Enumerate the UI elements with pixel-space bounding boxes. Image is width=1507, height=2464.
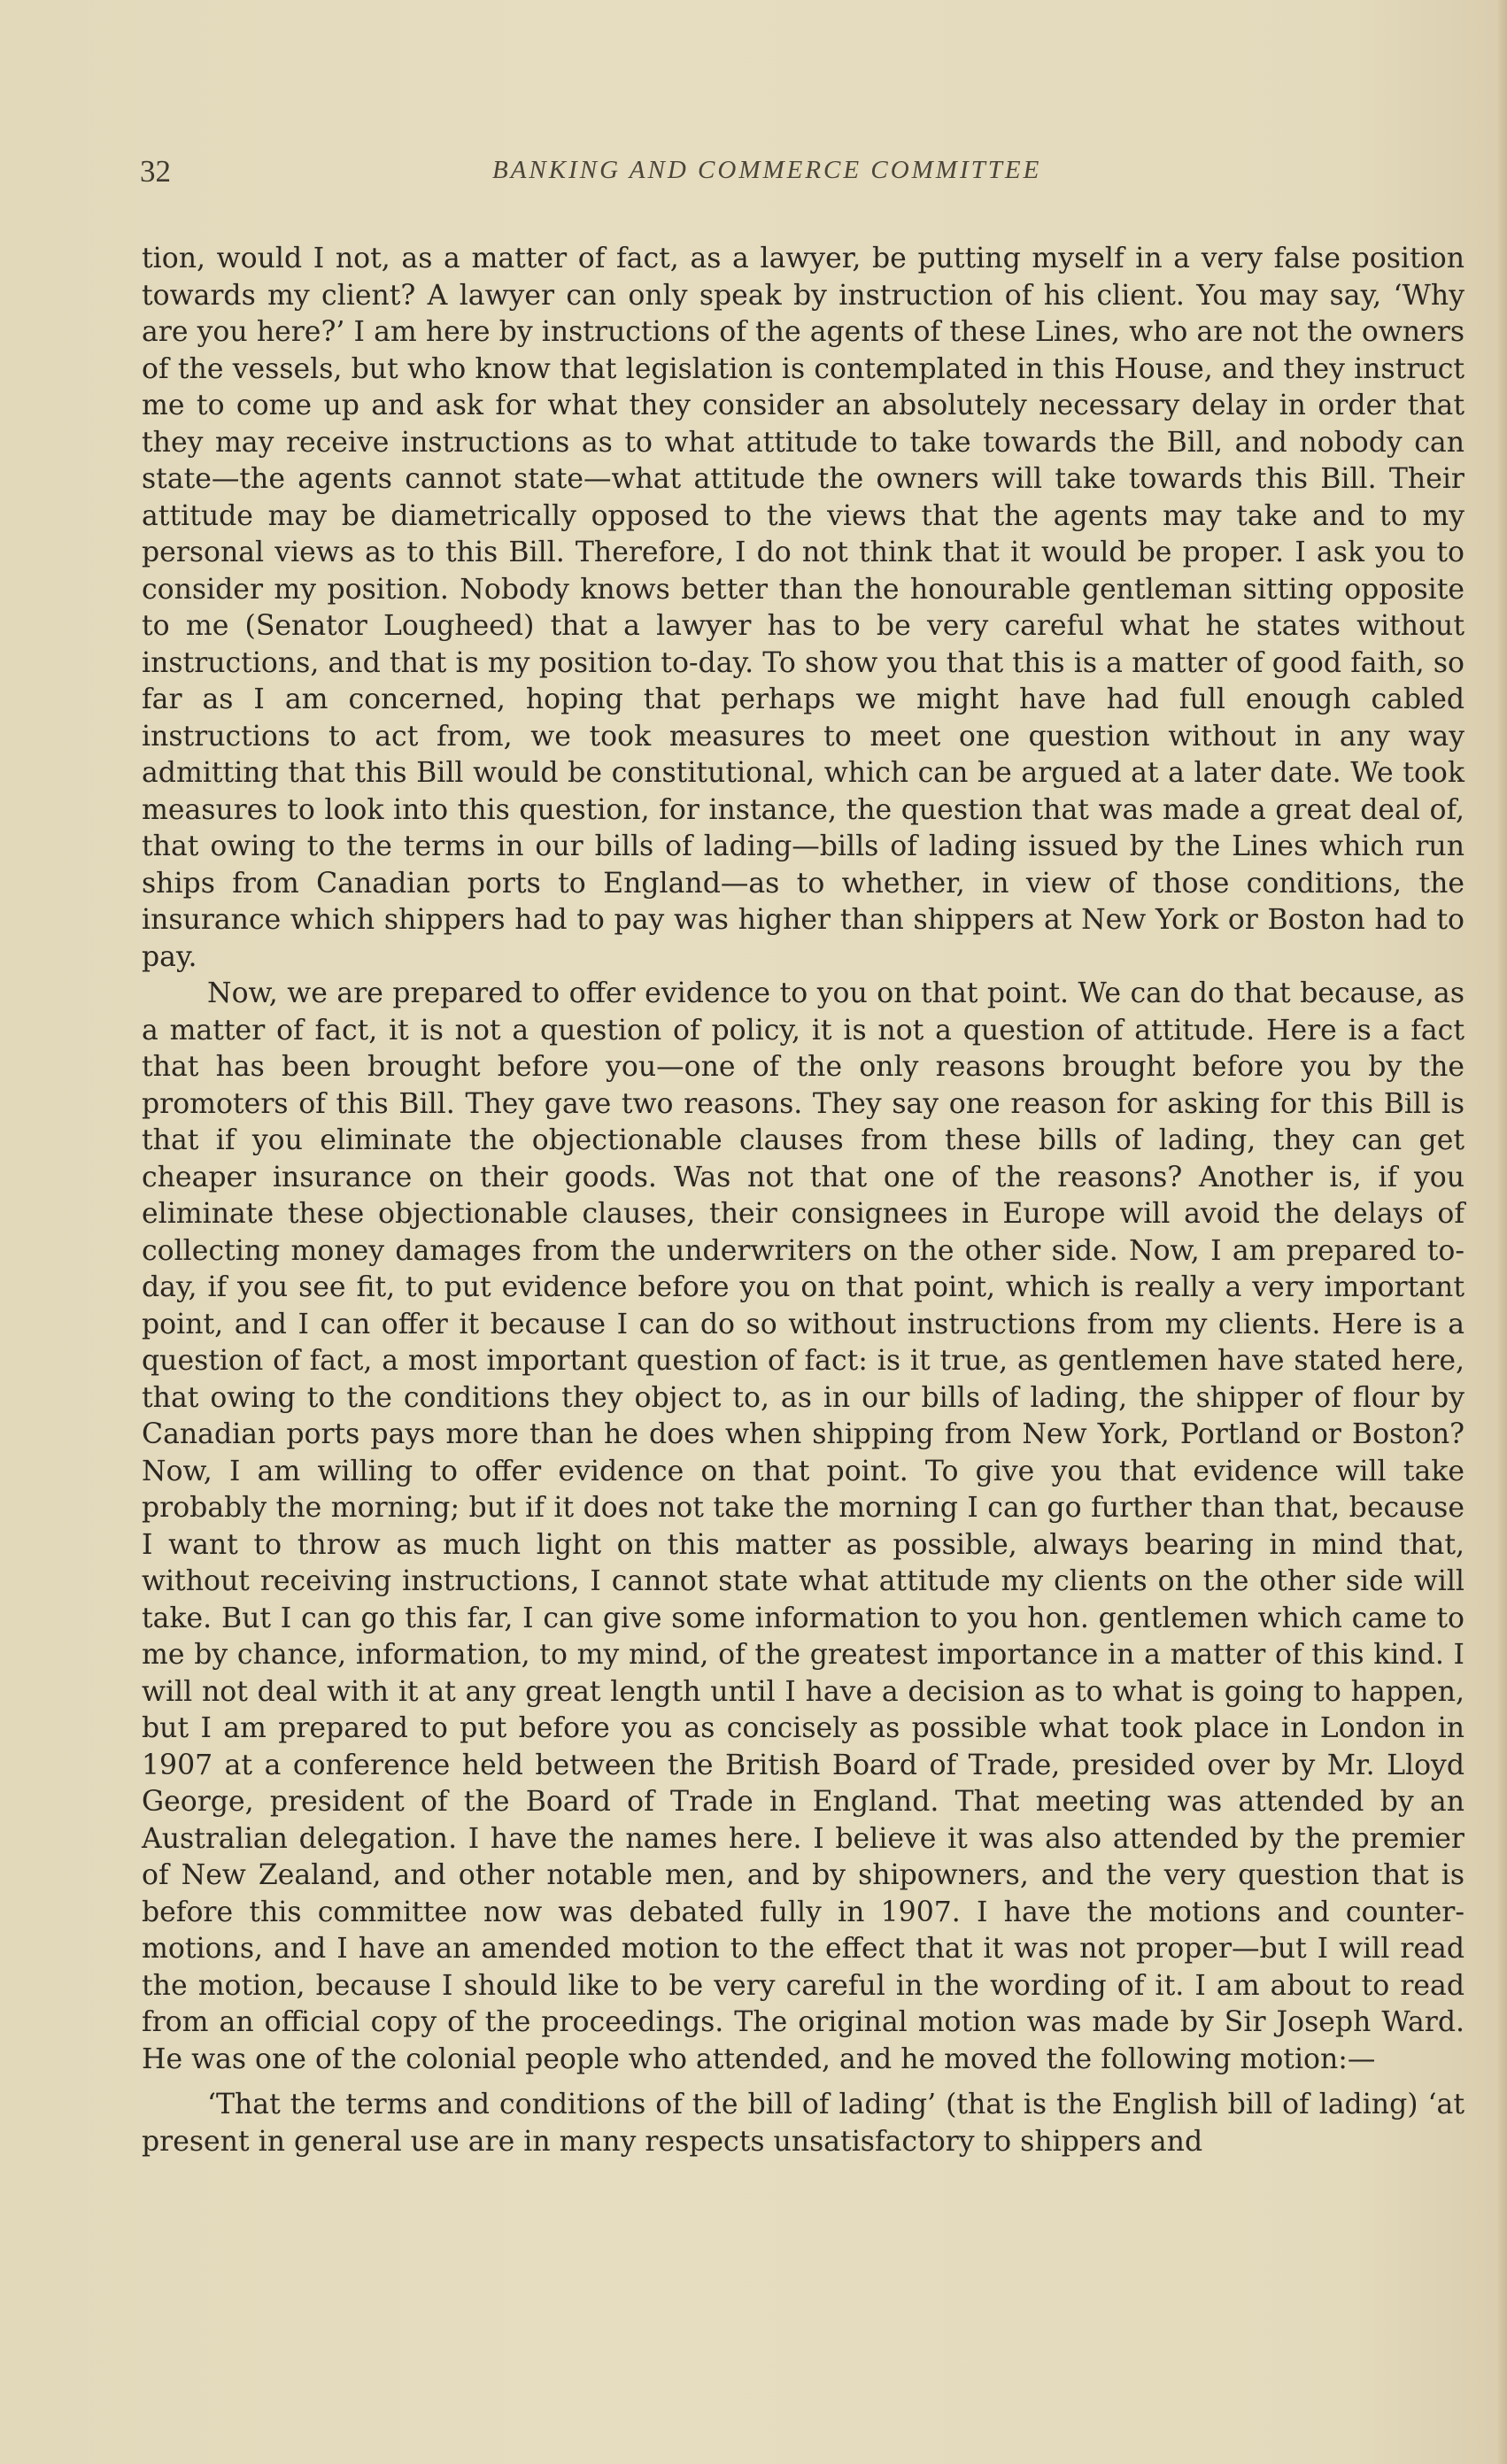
page-number: 32 [140,154,171,189]
paragraph: Now, we are prepared to offer evidence to you on that point. We can do that because, as a matter of fact, it is not a question of policy, it is not a question of attitude. Here is a fact that has been brought before you—one of the only reasons brought before you by the promoters of this Bill. They gave two reasons. They say one reason for asking for this Bill is that if you eliminate the objectionable clauses from these bills of lading, they can get cheaper insurance on their goods. Was not that one of the reasons? Another is, if you eliminate these objectionable clauses, their consignees in Europe will avoid the delays of collecting money damages from the underwriters on the other side. Now, I am prepared to-day, if you see fit, to put evidence before you on that point, which is really a very important point, and I can offer it because I can do so without instructions from my clients. Here is a question of fact, a most important question of fact: is it true, as gentlemen have stated here, that owing to the conditions they object to, as in our bills of lading, the shipper of flour by Canadian ports pays more than he does when shipping from New York, Portland or Boston? Now, I am willing to offer evidence on that point. To give you that evidence will take probably the morning; but if it does not take the morning I can go further than that, because I want to throw as much light on this matter as possible, always bearing in mind that, without receiving instructions, I cannot state what attitude my clients on the other side will take. But I can go this far, I can give some information to you hon. gentlemen which came to me by chance, information, to my mind, of the greatest importance in a matter of this kind. I will not deal with it at any great length until I have a decision as to what is going to happen, but I am prepared to put before you as concisely as possible what took place in London in 1907 at a conference held between the British Board of Trade, presided over by Mr. Lloyd George, president of the Board of Trade in England. That meeting was attended by an Australian delegation. I have the names here. I believe it was also attended by the premier of New Zealand, and other notable men, and by shipowners, and the very question that is before this committee now was debated fully in 1907. I have the motions and counter-motions, and I have an amended motion to the effect that it was not proper—but I will read the motion, because I should like to be very careful in the wording of it. I am about to read from an official copy of the proceedings. The original motion was made by Sir Joseph Ward. He was one of the colonial people who attended, and he moved the following motion:— [142,977,1464,2075]
quoted-motion: ‘That the terms and conditions of the bill of lading’ (that is the English bill of lading) ‘at present in general use are in many respects unsatisfactory to shippers and [142,2089,1464,2158]
running-header [140,151,1468,200]
paragraph: tion, would I not, as a matter of fact, as a lawyer, be putting myself in a very false position towards my client? A lawyer can only speak by instruction of his client. You may say, ‘Why are you here?’ I am here by instructions of the agents of these Lines, who are not the owners of the vessels, but who know that legislation is contemplated in this House, and they instruct me to come up and ask for what they consider an absolutely necessary delay in order that they may receive instructions as to what attitude to take towards the Bill, and nobody can state—the agents cannot state—what attitude the owners will take towards this Bill. Their attitude may be diametrically opposed to the views that the agents may take and to my personal views as to this Bill. Therefore, I do not think that it would be proper. I ask you to consider my position. Nobody knows better than the honourable gentleman sitting opposite to me (Senator Lougheed) that a lawyer has to be very careful what he states without instructions, and that is my position to-day. To show you that this is a matter of good faith, so far as I am concerned, hoping that perhaps we might have had full enough cabled instructions to act from, we took measures to meet one question without in any way admitting that this Bill would be constitutional, which can be argued at a later date. We took measures to look into this question, for instance, the question that was made a great deal of, that owing to the terms in our bills of lading—bills of lading issued by the Lines which run ships from Canadian ports to England—as to whether, in view of those conditions, the insurance which shippers had to pay was higher than shippers at New York or Boston had to pay. [142,243,1464,973]
page-edge [1498,0,1507,2464]
running-title: BANKING AND COMMERCE COMMITTEE [492,156,1042,184]
body-text [142,241,1464,2160]
